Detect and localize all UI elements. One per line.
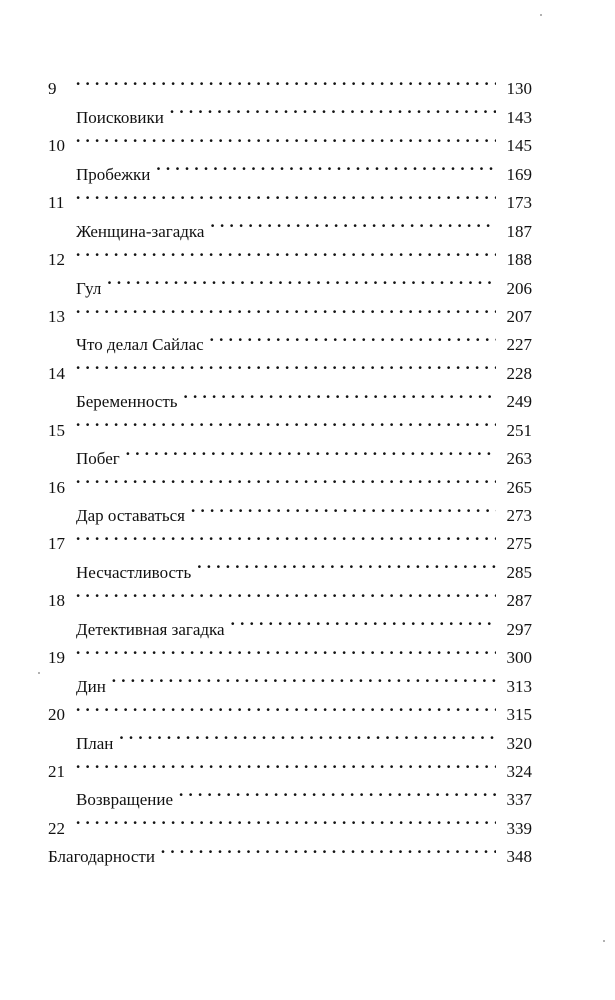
- toc-chapter-row: [48, 237, 532, 270]
- toc-entry-title: Что делал Сайлас: [76, 335, 204, 355]
- toc-chapter-row: [48, 123, 532, 156]
- toc-entry-title: 14: [48, 363, 65, 383]
- toc-page-number: 263: [506, 449, 532, 469]
- dot-leader: [76, 521, 496, 549]
- toc-entry-title: Дин: [76, 676, 106, 696]
- toc-page-number: 339: [506, 818, 532, 838]
- toc-entry-title: Несчастливость: [76, 562, 192, 582]
- dot-leader: [76, 294, 496, 322]
- toc-entry-title: Детективная загадка: [76, 619, 225, 639]
- toc-chapter-row: [48, 635, 532, 668]
- toc-page-number: 273: [506, 506, 532, 525]
- dot-leader: [170, 94, 496, 122]
- dot-leader: [76, 635, 496, 663]
- dot-leader: [76, 180, 496, 208]
- toc-entry-title: 18: [48, 591, 65, 611]
- dot-leader: [161, 834, 496, 862]
- toc-page-number: 130: [506, 79, 532, 99]
- toc-page-number: 188: [506, 250, 532, 270]
- toc-entry-title: Дар оставаться: [76, 506, 185, 525]
- dot-leader: [76, 805, 496, 833]
- toc-page-number: 297: [506, 619, 532, 639]
- dot-leader: [210, 208, 496, 236]
- toc-entry-title: 21: [48, 761, 65, 781]
- toc-entry-title: План: [76, 733, 114, 753]
- toc-page-number: 169: [506, 164, 532, 184]
- toc-page-number: 143: [506, 107, 532, 127]
- toc-page-number: 275: [506, 534, 532, 554]
- dot-leader: [119, 720, 496, 748]
- toc-entry-title: 10: [48, 136, 65, 156]
- toc-chapter-row: [48, 350, 532, 383]
- toc-entry-title: 19: [48, 648, 65, 668]
- toc-chapter-row: [48, 407, 532, 440]
- toc-entry-title: Женщина-загадка: [76, 221, 205, 241]
- toc-page-number: 228: [506, 363, 532, 383]
- toc-page-number: 300: [506, 648, 532, 668]
- toc-section-row: [48, 493, 532, 525]
- toc-page-number: 320: [506, 733, 532, 753]
- toc-entry-title: 12: [48, 250, 65, 270]
- toc-chapter-row: [48, 66, 532, 99]
- toc-back-matter-row: [48, 834, 532, 867]
- toc-section-row: [48, 777, 532, 810]
- dot-leader: [231, 606, 496, 634]
- toc-entry-title: Поисковики: [76, 107, 164, 127]
- table-of-contents: [48, 66, 532, 867]
- toc-page-number: 285: [506, 562, 532, 582]
- toc-section-row: [48, 151, 532, 184]
- toc-entry-title: 20: [48, 705, 65, 725]
- toc-entry-title: 22: [48, 818, 65, 838]
- toc-entry-title: Пробежки: [76, 164, 151, 184]
- toc-entry-title: 16: [48, 477, 65, 497]
- toc-entry-title: 15: [48, 420, 65, 440]
- dot-leader: [76, 123, 496, 151]
- dot-leader: [76, 237, 496, 265]
- toc-page-number: 145: [506, 136, 532, 156]
- dot-leader: [126, 436, 496, 464]
- scan-speck: [540, 14, 542, 16]
- dot-leader: [184, 379, 496, 407]
- toc-page-number: 337: [506, 790, 532, 810]
- toc-chapter-row: [48, 521, 532, 554]
- toc-section-row: [48, 549, 532, 582]
- toc-entry-title: 11: [48, 193, 65, 213]
- dot-leader: [76, 749, 496, 777]
- toc-entry-title: Гул: [76, 278, 102, 298]
- toc-page-number: 173: [506, 193, 532, 213]
- toc-entry-title: 13: [48, 306, 65, 326]
- toc-chapter-row: [48, 749, 532, 781]
- toc-page-number: 227: [506, 335, 532, 355]
- dot-leader: [76, 350, 496, 378]
- toc-section-row: [48, 379, 532, 412]
- toc-page-number: 324: [506, 761, 532, 781]
- toc-page-number: 249: [506, 392, 532, 412]
- toc-page-number: 265: [506, 477, 532, 497]
- dot-leader: [112, 663, 496, 691]
- dot-leader: [179, 777, 496, 805]
- toc-section-row: [48, 208, 532, 241]
- scan-speck: [603, 940, 605, 942]
- toc-chapter-row: [48, 578, 532, 611]
- dot-leader: [191, 493, 496, 521]
- toc-page-number: 315: [506, 705, 532, 725]
- toc-entry-title: Побег: [76, 449, 120, 469]
- toc-entry-title: Благодарности: [48, 847, 155, 867]
- toc-section-row: [48, 265, 532, 298]
- toc-page-number: 313: [506, 676, 532, 696]
- toc-page-number: 187: [506, 221, 532, 241]
- dot-leader: [156, 151, 496, 179]
- dot-leader: [76, 692, 496, 720]
- toc-section-row: [48, 436, 532, 469]
- toc-entry-title: 17: [48, 534, 65, 554]
- toc-chapter-row: [48, 805, 532, 838]
- dot-leader: [210, 322, 496, 350]
- toc-entry-title: Возвращение: [76, 790, 174, 810]
- toc-section-row: [48, 322, 532, 355]
- toc-section-row: [48, 720, 532, 753]
- toc-section-row: [48, 606, 532, 639]
- dot-leader: [197, 549, 496, 577]
- toc-page-number: 206: [506, 278, 532, 298]
- toc-section-row: [48, 663, 532, 696]
- toc-entry-title: 9: [48, 79, 57, 99]
- toc-chapter-row: [48, 180, 532, 213]
- scan-speck: [38, 672, 40, 674]
- toc-chapter-row: [48, 692, 532, 725]
- toc-entry-title: Беременность: [76, 392, 178, 412]
- dot-leader: [76, 407, 496, 435]
- toc-section-row: [48, 94, 532, 127]
- toc-page-number: 207: [506, 306, 532, 326]
- toc-chapter-row: [48, 294, 532, 326]
- dot-leader: [76, 464, 496, 492]
- toc-chapter-row: [48, 464, 532, 497]
- dot-leader: [107, 265, 496, 293]
- dot-leader: [76, 578, 496, 606]
- toc-page-number: 287: [506, 591, 532, 611]
- toc-page-number: 251: [506, 420, 532, 440]
- dot-leader: [76, 66, 496, 94]
- toc-page-number: 348: [506, 847, 532, 867]
